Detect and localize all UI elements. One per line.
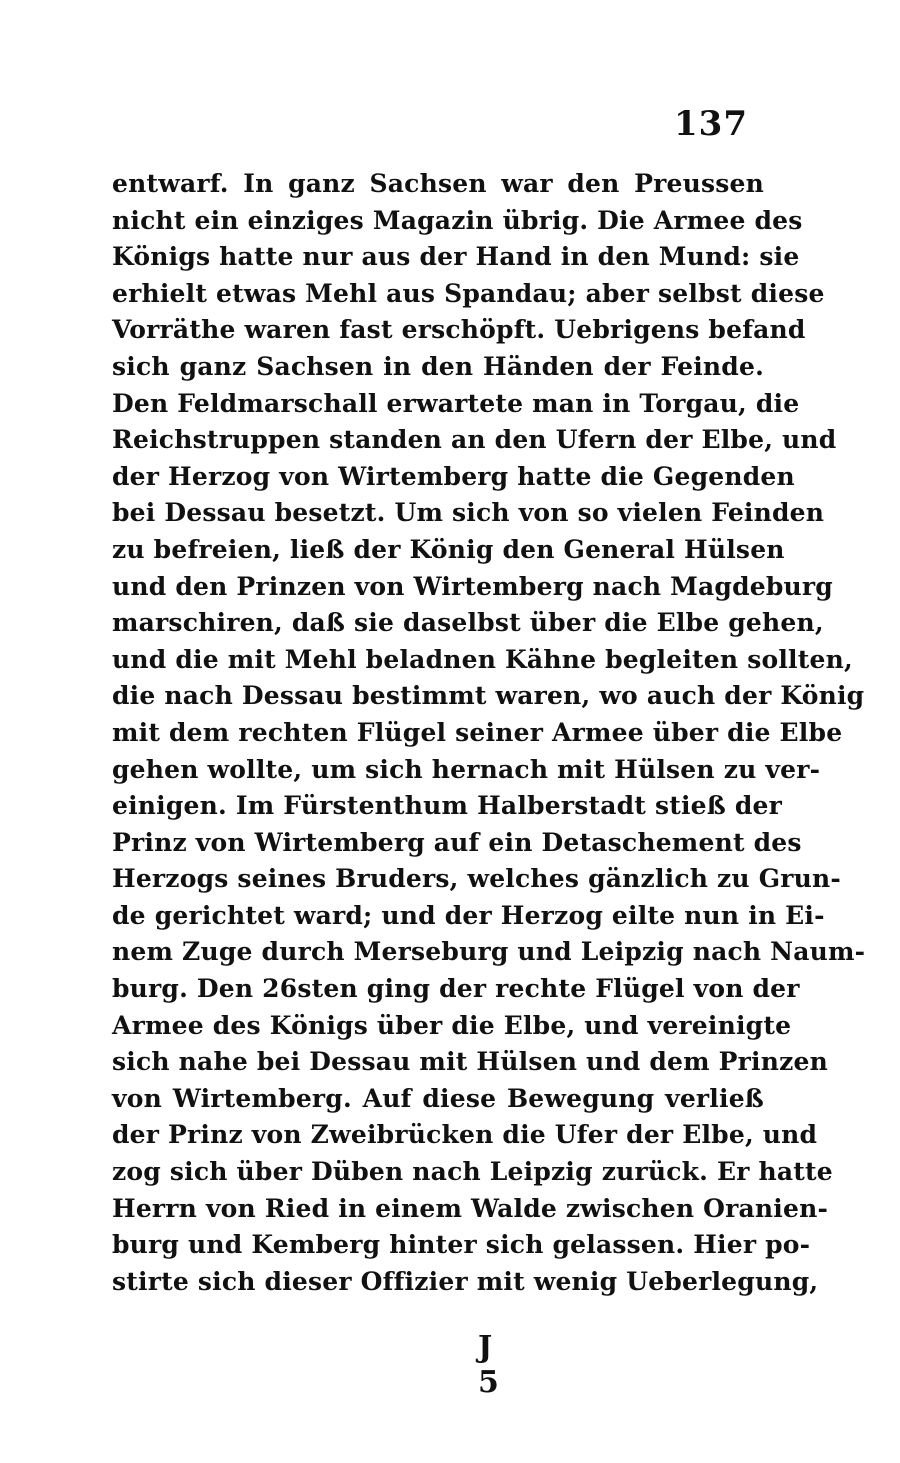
text-line: Vorräthe waren fast erschöpft. Uebrigens befand xyxy=(112,315,806,345)
text-line: nem Zuge durch Merseburg und Leipzig nach Naum- xyxy=(112,937,866,967)
body-text xyxy=(112,166,866,1300)
text-line: burg. Den 26sten ging der rechte Flügel von der xyxy=(112,974,800,1004)
text-line: der Prinz von Zweibrücken die Ufer der Elbe, und xyxy=(112,1120,818,1150)
text-line: Prinz von Wirtemberg auf ein Detaschement des xyxy=(112,827,802,857)
text-line: entwarf. In ganz Sachsen war den Preussen xyxy=(112,169,764,198)
text-line: Den Feldmarschall erwartete man in Torgau, die xyxy=(112,388,800,418)
text-line: Reichstruppen standen an den Ufern der Elbe, und xyxy=(112,425,837,455)
text-line: Königs hatte nur aus der Hand in den Mund: sie xyxy=(112,242,800,272)
text-line: Herrn von Ried in einem Walde zwischen Oranien- xyxy=(112,1193,829,1223)
text-line: burg und Kemberg hinter sich gelassen. Hier po- xyxy=(112,1230,811,1260)
text-line: die nach Dessau bestimmt waren, wo auch der König xyxy=(112,681,865,711)
text-line: sich nahe bei Dessau mit Hülsen und dem Prinzen xyxy=(112,1047,828,1077)
text-line: mit dem rechten Flügel seiner Armee über die Elbe xyxy=(112,717,843,747)
text-line: stirte sich dieser Offizier mit wenig Ueberlegung, xyxy=(112,1266,819,1296)
text-line: Armee des Königs über die Elbe, und vereinigte xyxy=(112,1010,792,1040)
text-line: einigen. Im Fürstenthum Halberstadt stieß der xyxy=(112,791,783,821)
text-line: von Wirtemberg. Auf diese Bewegung verließ xyxy=(112,1083,764,1113)
text-line: zog sich über Düben nach Leipzig zurück. Er hatte xyxy=(112,1157,833,1187)
text-line: und den Prinzen von Wirtemberg nach Magdeburg xyxy=(112,571,833,601)
text-line: gehen wollte, um sich hernach mit Hülsen zu ver- xyxy=(112,754,821,784)
signature-mark: J 5 xyxy=(478,1330,513,1400)
text-line: zu befreien, ließ der König den General Hülsen xyxy=(112,534,785,564)
text-line: und die mit Mehl beladnen Kähne begleiten sollten, xyxy=(112,644,853,674)
text-line: sich ganz Sachsen in den Händen der Feinde. xyxy=(112,351,764,381)
text-line: erhielt etwas Mehl aus Spandau; aber selbst diese xyxy=(112,278,825,308)
text-line: marschiren, daß sie daselbst über die Elbe gehen, xyxy=(112,608,824,638)
text-line: bei Dessau besetzt. Um sich von so vielen Feinden xyxy=(112,498,825,528)
text-line: nicht ein einziges Magazin übrig. Die Armee des xyxy=(112,205,803,235)
text-line: der Herzog von Wirtemberg hatte die Gegenden xyxy=(112,461,795,491)
page-number: 137 xyxy=(674,104,748,144)
text-line: Herzogs seines Bruders, welches gänzlich zu Grun- xyxy=(112,864,841,894)
text-line: de gerichtet ward; und der Herzog eilte nun in Ei- xyxy=(112,900,825,930)
